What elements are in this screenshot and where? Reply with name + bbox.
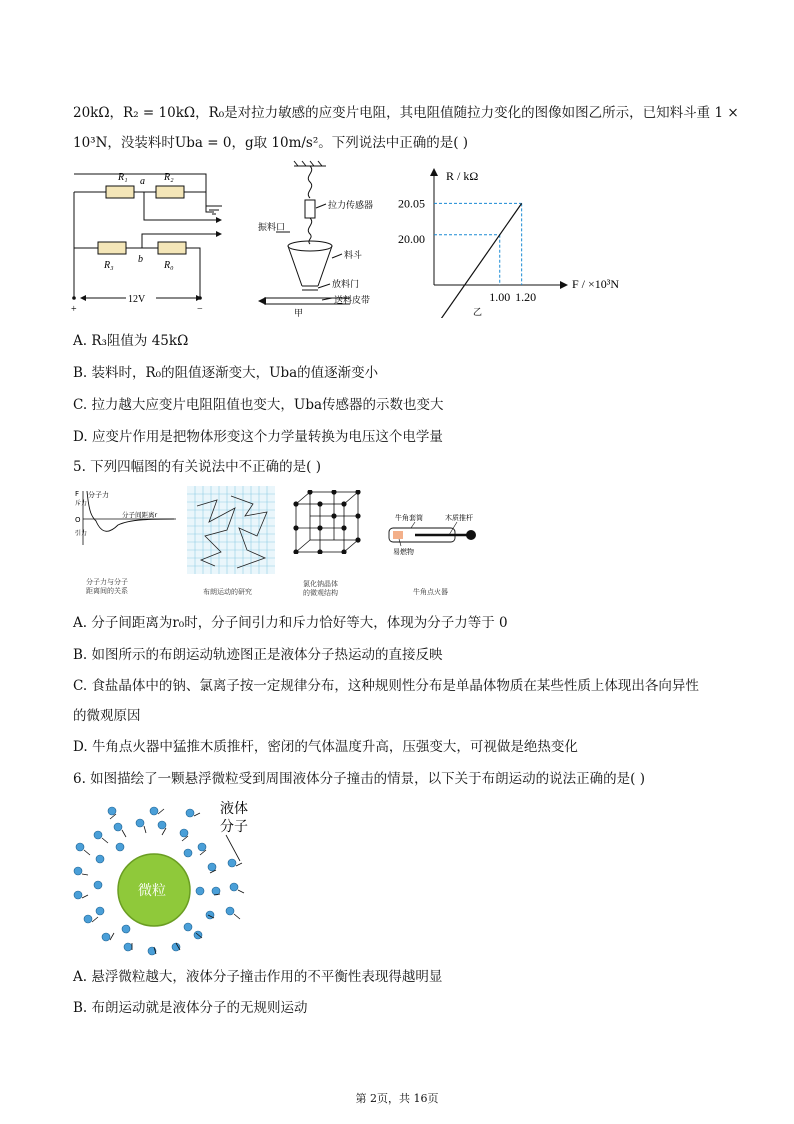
r0-label: R₀ bbox=[164, 260, 174, 271]
q5-stem: 5. 下列四幅图的有关说法中不正确的是( ) bbox=[73, 459, 321, 475]
brownian-grid-figure bbox=[187, 486, 275, 574]
x-tick-1-20: 1.20 bbox=[515, 290, 537, 304]
q5-option-b[interactable]: B. 如图所示的布朗运动轨迹图正是液体分子热运动的直接反映 bbox=[73, 647, 443, 663]
molecule-label-1: 液体 bbox=[220, 801, 248, 817]
y-axis-arrow bbox=[430, 168, 438, 176]
molecule-label-2: 分子 bbox=[220, 819, 248, 835]
q6-option-b[interactable]: B. 布朗运动就是液体分子的无规则运动 bbox=[73, 1000, 308, 1016]
r2-label: R₂ bbox=[164, 172, 174, 183]
r1-label: R₁ bbox=[118, 172, 128, 183]
fig4-caption: 牛角点火器 bbox=[413, 588, 448, 596]
svg-text:O: O bbox=[75, 516, 81, 524]
r3-label: R₃ bbox=[104, 260, 114, 271]
fig1-caption: 分子力与分子 距离间的关系 bbox=[86, 578, 128, 595]
hopper-label: 料斗 bbox=[344, 251, 363, 261]
r2-resistor bbox=[156, 186, 184, 198]
x-axis-label: F / ×10³N bbox=[572, 277, 620, 291]
fig3-caption: 氯化钠晶体 的微观结构 bbox=[303, 580, 338, 597]
node-b-label: b bbox=[138, 254, 143, 265]
y-tick-20-00: 20.00 bbox=[398, 231, 425, 246]
caption-yi: 乙 bbox=[473, 308, 483, 318]
q4-option-d[interactable]: D. 应变片作用是把物体形变这个力学量转换为电压这个电学量 bbox=[73, 429, 443, 445]
y-tick-20-05: 20.05 bbox=[398, 196, 425, 211]
caption-jia: 甲 bbox=[294, 309, 304, 318]
q6-option-a[interactable]: A. 悬浮微粒越大，液体分子撞击作用的不平衡性表现得越明显 bbox=[73, 969, 443, 985]
fig2-caption: 布朗运动的研究 bbox=[203, 588, 252, 596]
page-footer: 第 2页，共 16页 bbox=[355, 1092, 439, 1105]
belt-label: 送料皮带 bbox=[334, 296, 371, 306]
node-a-label: a bbox=[140, 176, 145, 187]
svg-text:分子力: 分子力 bbox=[88, 491, 109, 499]
r-f-graph bbox=[392, 160, 632, 318]
svg-text:引力: 引力 bbox=[75, 530, 88, 537]
q5-option-a[interactable]: A. 分子间距离为r₀时，分子间引力和斥力恰好等大，体现为分子力等于 0 bbox=[73, 615, 508, 631]
svg-text:斥力: 斥力 bbox=[75, 500, 88, 507]
x-tick-1-00: 1.00 bbox=[489, 290, 511, 304]
fire-piston-figure bbox=[385, 510, 493, 560]
particle-label: 微粒 bbox=[138, 883, 166, 899]
q4-line-1: 20kΩ，R₂ = 10kΩ，R₀是对拉力敏感的应变片电阻，其电阻值随拉力变化的图像如图乙所示，已知料斗重 1 × bbox=[73, 105, 739, 121]
nacl-lattice-figure bbox=[290, 490, 366, 554]
plus-label: + bbox=[71, 304, 77, 315]
q4-option-c[interactable]: C. 拉力越大应变片电阻阻值也变大，Uba传感器的示数也变大 bbox=[73, 397, 444, 413]
molecular-force-figure bbox=[74, 487, 180, 547]
minus-label: − bbox=[197, 304, 203, 315]
svg-text:易燃物: 易燃物 bbox=[393, 548, 414, 556]
brownian-particle-figure bbox=[70, 795, 260, 960]
r0-resistor bbox=[158, 242, 186, 254]
r1-resistor bbox=[106, 186, 134, 198]
q4-option-b[interactable]: B. 装料时，R₀的阻值逐渐变大，Uba的值逐渐变小 bbox=[73, 365, 379, 381]
hopper-figure bbox=[250, 160, 390, 318]
voltage-label: 12V bbox=[128, 294, 146, 305]
sensor-label: 拉力传感器 bbox=[328, 201, 374, 211]
q5-option-c[interactable]: C. 食盐晶体中的钠、氯离子按一定规律分布，这种规则性分布是单晶体物质在某些性质上体现出各向异性 bbox=[73, 678, 699, 694]
svg-text:F: F bbox=[75, 490, 80, 498]
q4-line-2: 10³N，没装料时Uba = 0，g取 10m/s²。下列说法中正确的是( ) bbox=[73, 135, 469, 151]
gate-label: 放料门 bbox=[332, 280, 360, 290]
x-axis-arrow bbox=[560, 281, 568, 289]
q4-option-a[interactable]: A. R₃阻值为 45kΩ bbox=[73, 333, 189, 349]
circuit-diagram bbox=[66, 160, 236, 315]
q6-stem: 6. 如图描绘了一颗悬浮微粒受到周围液体分子撞击的情景，以下关于布朗运动的说法正确的是( ) bbox=[73, 771, 645, 787]
svg-text:分子间距离r: 分子间距离r bbox=[122, 511, 158, 519]
vibrator-label: 振料口 bbox=[258, 223, 286, 233]
svg-text:木质推杆: 木质推杆 bbox=[445, 514, 473, 522]
q5-option-d[interactable]: D. 牛角点火器中猛推木质推杆，密闭的气体温度升高，压强变大，可视做是绝热变化 bbox=[73, 739, 578, 755]
r3-resistor bbox=[98, 242, 126, 254]
q5-option-c-cont: 的微观原因 bbox=[73, 708, 141, 724]
y-axis-label: R / kΩ bbox=[446, 169, 479, 183]
svg-text:牛角套筒: 牛角套筒 bbox=[395, 514, 423, 522]
